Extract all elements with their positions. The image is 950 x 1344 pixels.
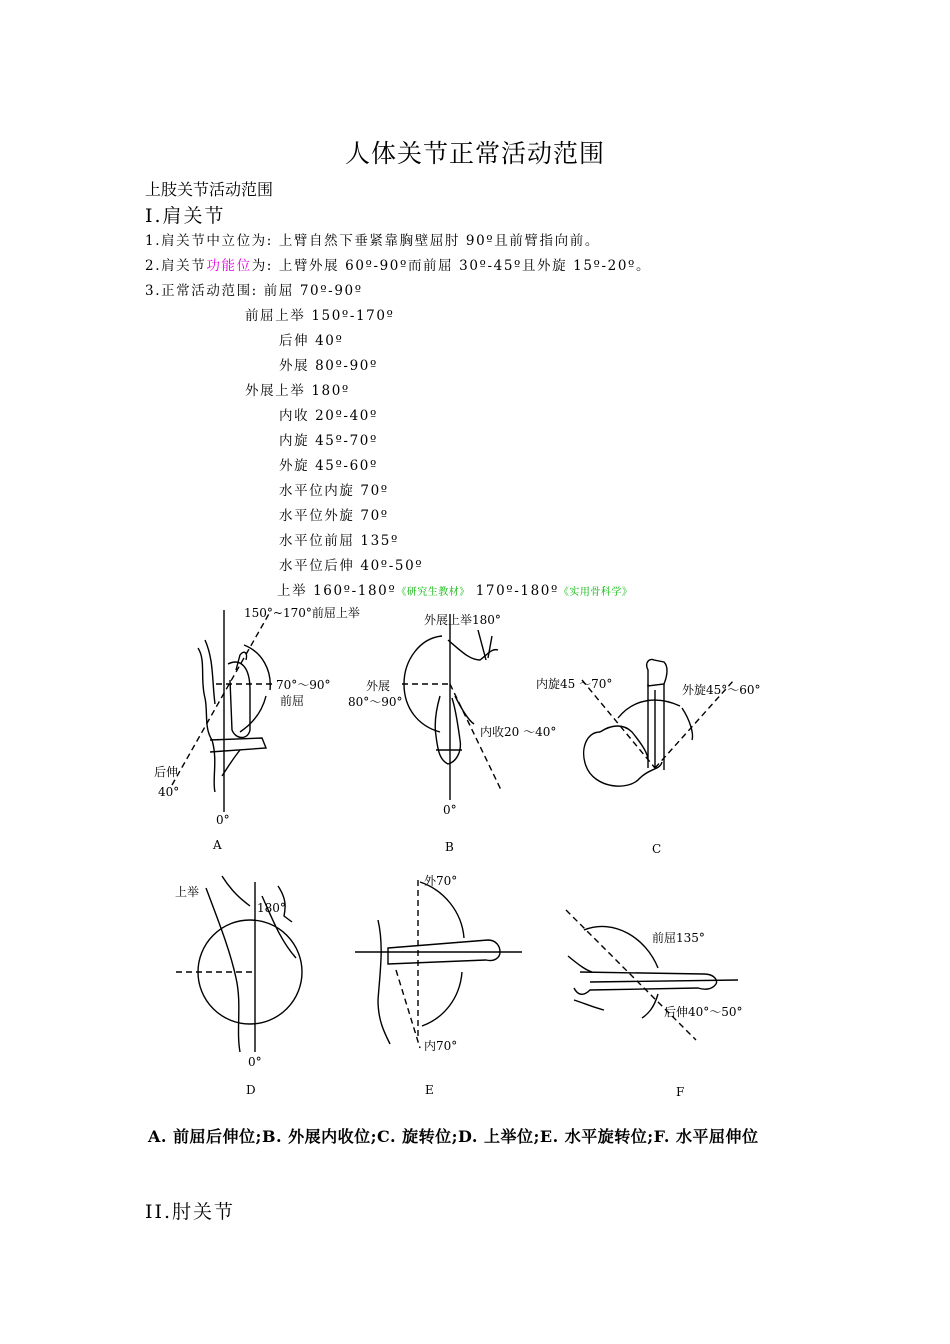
rom-row [279, 479, 389, 499]
page-title: 人体关节正常活动范围 [344, 139, 605, 168]
elbow-heading: II.肘关节 [145, 1201, 236, 1223]
rom-label: 外展上举 [245, 383, 306, 399]
item-2-suffix: 为: 上臂外展 60º-90º而前屈 30º-45º且外旋 15º-20º。 [251, 258, 652, 274]
figure-caption: A. 前屈后伸位;B. 外展内收位;C. 旋转位;D. 上举位;E. 水平旋转位;F. 水平屈伸位 [148, 1127, 759, 1146]
rom-row [279, 504, 389, 524]
rom-label: 内收 [279, 408, 310, 424]
rom-value: 20º-40º [315, 408, 378, 424]
rom-label: 内旋 [279, 433, 310, 449]
panel-f-letter: F [676, 1085, 685, 1099]
rom-row [279, 329, 343, 349]
rom-row [279, 554, 423, 574]
rom-row [279, 454, 378, 474]
source-citation: 《研究生教材》 [396, 587, 470, 598]
item-2-prefix: 2.肩关节 [145, 258, 207, 274]
rom-row [279, 354, 378, 374]
panel-b-abd-value: 80°～90° [348, 695, 403, 709]
panel-b-letter: B [445, 840, 454, 854]
panel-b-abd-label: 外展 [366, 679, 391, 693]
panel-b-abd-raise-label: 外展上举180° [424, 613, 501, 627]
rom-row [245, 379, 350, 399]
rom-label: 水平位内旋 [279, 483, 355, 499]
panel-e-ext-label: 外70° [424, 874, 458, 888]
panel-a-flex-raise-label: 150°~170°前屈上举 [244, 606, 360, 620]
rom-value: 150º-170º [311, 308, 395, 324]
panel-a-flex-value: 70°～90° [276, 678, 331, 692]
rom-value: 45º-60º [315, 458, 378, 474]
rom-label: 前屈上举 [245, 308, 306, 324]
panel-c-letter: C [652, 842, 662, 856]
panel-a-illustration [172, 610, 272, 812]
panel-e-letter: E [425, 1083, 434, 1097]
shoulder-rom-figure [0, 600, 950, 1120]
rom-label: 外展 [279, 358, 310, 374]
shoulder-heading: I.肩关节 [145, 205, 226, 227]
panel-a-flex-label: 前屈 [280, 694, 305, 708]
rom-row [245, 304, 395, 324]
rom-value: 70º [360, 483, 389, 499]
rom-label: 外旋 [279, 458, 310, 474]
rom-value: 80º-90º [315, 358, 378, 374]
panel-a-ext-value: 40° [158, 785, 180, 799]
rom-value: 70º [360, 508, 389, 524]
panel-d-letter: D [246, 1083, 256, 1097]
rom-row [279, 404, 378, 424]
rom-value: 40º-50º [360, 558, 424, 574]
shoulder-item-2 [145, 254, 651, 274]
panel-b-add-label: 内收20 ～40° [480, 725, 557, 739]
shoulder-item-1: 1.肩关节中立位为: 上臂自然下垂紧靠胸壁屈肘 90º且前臂指向前。 [145, 233, 600, 249]
panel-c-ext-label: 外旋45°～60° [682, 683, 761, 697]
rom-label: 上举 [277, 583, 308, 599]
panel-f-illustration [566, 910, 738, 1040]
functional-position-highlight: 功能位 [206, 258, 252, 274]
panel-f-flex-label: 前屈135° [652, 931, 705, 945]
rom-label-0: 前屈 [263, 283, 294, 299]
rom-value: 170º-180º [475, 583, 559, 599]
panel-b-zero-label: 0° [443, 803, 457, 817]
shoulder-item-3 [145, 279, 363, 299]
rom-value: 45º-70º [315, 433, 378, 449]
rom-value: 180º [311, 383, 350, 399]
panel-b-illustration [402, 614, 502, 800]
rom-label: 水平位外旋 [279, 508, 355, 524]
rom-row-raise [277, 579, 632, 599]
item-3-label: 3.正常活动范围: [145, 283, 258, 299]
panel-e-illustration [355, 880, 522, 1048]
rom-value: 160º-180º [313, 583, 397, 599]
panel-e-int-label: 内70° [424, 1039, 458, 1053]
panel-d-zero-label: 0° [248, 1055, 262, 1069]
rom-row [279, 429, 378, 449]
panel-d-deg-label: 180° [257, 901, 286, 915]
rom-value: 135º [360, 533, 399, 549]
rom-value: 40º [315, 333, 344, 349]
panel-a-zero-label: 0° [216, 813, 230, 827]
panel-c-int-label: 内旋45 ～70° [536, 677, 613, 691]
panel-a-letter: A [213, 838, 222, 852]
rom-label: 后伸 [279, 333, 310, 349]
rom-label: 水平位前屈 [279, 533, 355, 549]
panel-d-raise-label: 上举 [175, 885, 200, 899]
source-citation: 《实用骨科学》 [558, 587, 633, 598]
section-heading: 上肢关节活动范围 [145, 180, 274, 199]
rom-value-0: 70º-90º [299, 283, 363, 299]
panel-f-ext-label: 后伸40°～50° [664, 1005, 743, 1019]
panel-a-ext-label: 后伸 [154, 765, 179, 779]
rom-label: 水平位后伸 [279, 558, 355, 574]
rom-row [279, 529, 399, 549]
